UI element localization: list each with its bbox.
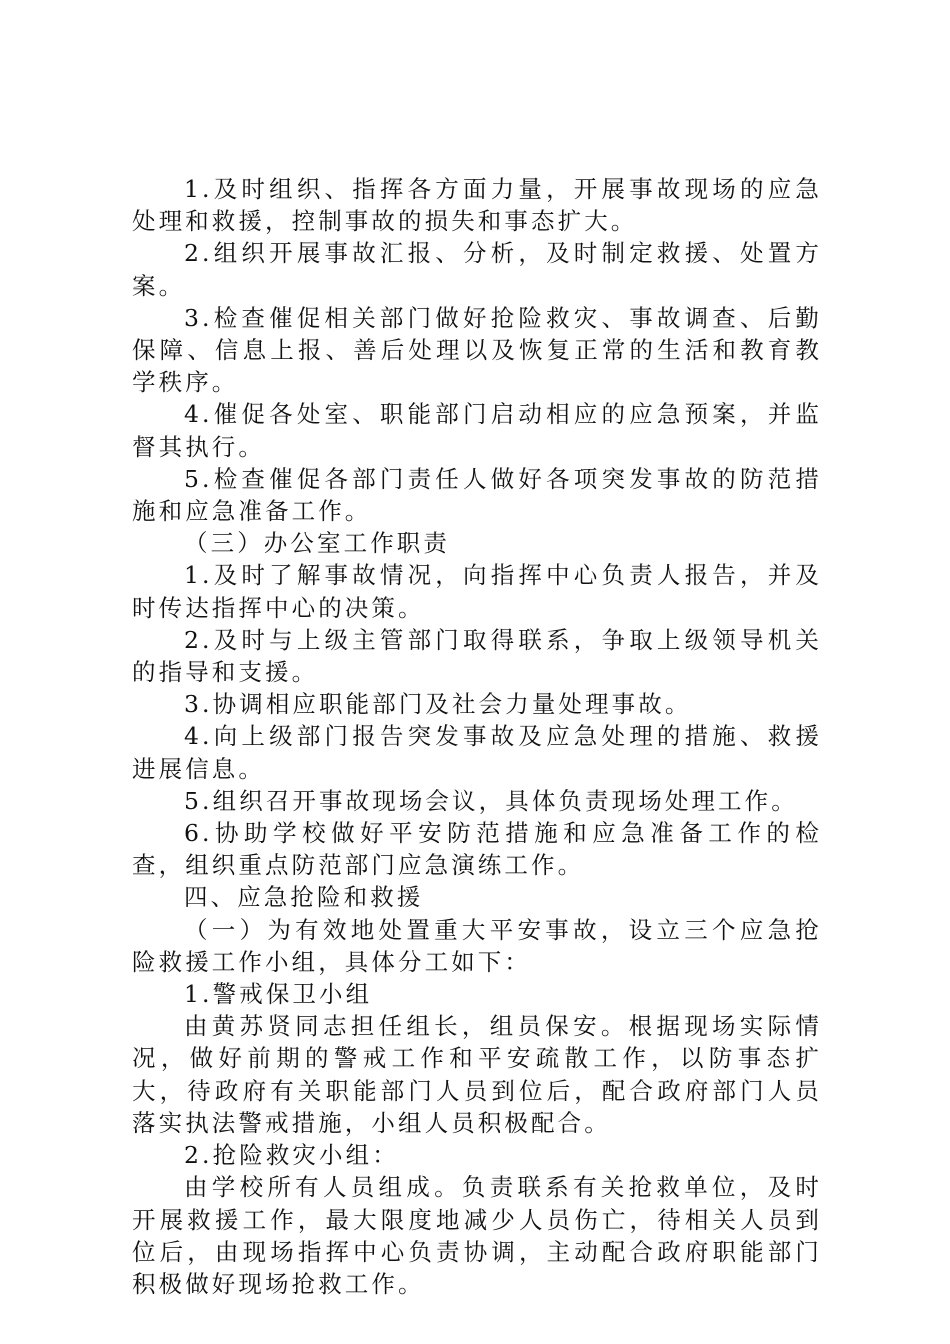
paragraph-14: 由学校所有人员组成。负责联系有关抢救单位，及时开展救援工作，最大限度地减少人员伤亡，待相关人员到位后，由现场指挥中心负责协调，主动配合政府职能部门积极做好现场抢救工作。 <box>132 1173 822 1298</box>
paragraph-6: 1.及时了解事故情况，向指挥中心负责人报告，并及时传达指挥中心的决策。 <box>132 561 822 622</box>
paragraph-9: 4.向上级部门报告突发事故及应急处理的措施、救援进展信息。 <box>132 722 822 783</box>
paragraph-11: 6.协助学校做好平安防范措施和应急准备工作的检查，组织重点防范部门应急演练工作。 <box>132 819 822 880</box>
section-heading-emergency-rescue: 四、应急抢险和救援 <box>184 883 424 912</box>
section-heading-office-duties: （三）办公室工作职责 <box>184 529 450 558</box>
paragraph-10: 5.组织召开事故现场会议，具体负责现场处理工作。 <box>184 786 798 815</box>
paragraph-8: 3.协调相应职能部门及社会力量处理事故。 <box>184 690 692 719</box>
paragraph-2: 2.组织开展事故汇报、分析，及时制定救援、处置方案。 <box>132 239 822 300</box>
paragraph-12: （一）为有效地处置重大平安事故，设立三个应急抢险救援工作小组，具体分工如下： <box>132 915 822 976</box>
subheading-rescue-team: 2.抢险救灾小组： <box>184 1141 399 1170</box>
paragraph-5: 5.检查催促各部门责任人做好各项突发事故的防范措施和应急准备工作。 <box>132 464 822 526</box>
document-body <box>132 173 822 1300</box>
paragraph-7: 2.及时与上级主管部门取得联系，争取上级领导机关的指导和支援。 <box>132 625 822 687</box>
paragraph-3: 3.检查催促相关部门做好抢险救灾、事故调查、后勤保障、信息上报、善后处理以及恢复正常的生活和教育教学秩序。 <box>132 303 822 397</box>
paragraph-1: 1.及时组织、指挥各方面力量，开展事故现场的应急处理和救援，控制事故的损失和事态扩大。 <box>132 175 822 236</box>
paragraph-13: 由黄苏贤同志担任组长，组员保安。根据现场实际情况，做好前期的警戒工作和平安疏散工作，以防事态扩大，待政府有关职能部门人员到位后，配合政府部门人员落实执法警戒措施，小组人员积极配合。 <box>132 1012 822 1137</box>
paragraph-4: 4.催促各处室、职能部门启动相应的应急预案，并监督其执行。 <box>132 400 822 461</box>
subheading-security-team: 1.警戒保卫小组 <box>184 980 373 1009</box>
